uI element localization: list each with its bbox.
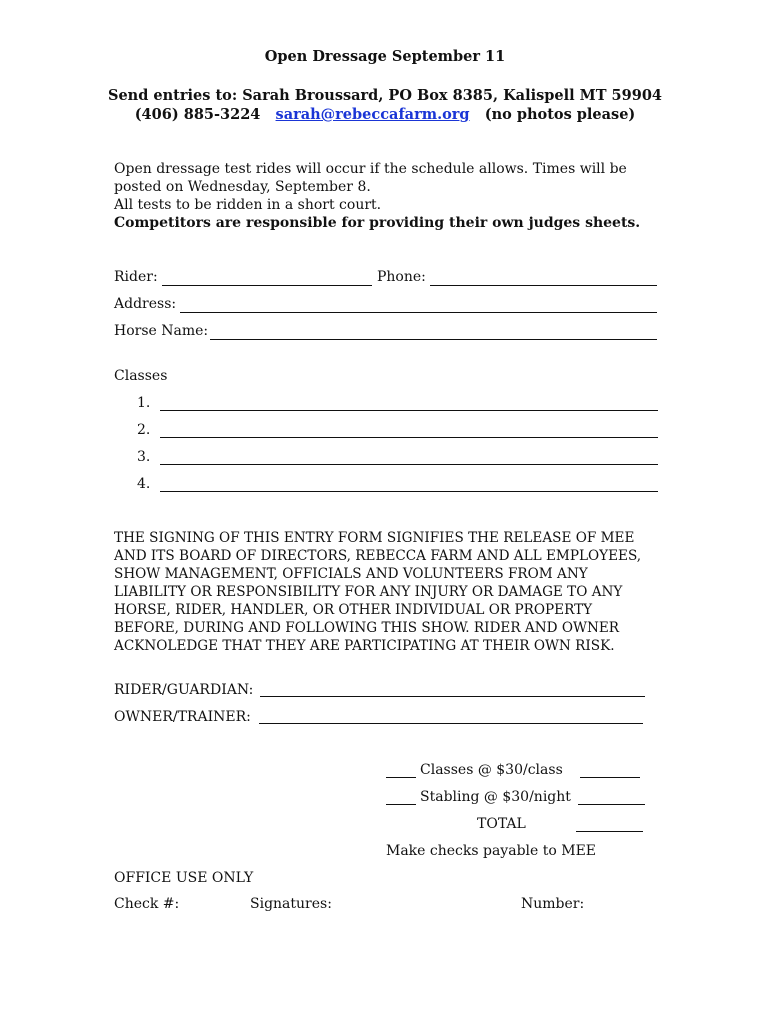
horse-name-label: Horse Name: [114,323,209,339]
address-label: Address: [114,296,177,312]
release-line: HORSE, RIDER, HANDLER, OR OTHER INDIVIDUAL OR PROPERTY [114,602,593,618]
class-item-number: 3. [137,449,151,465]
horse-name-field[interactable] [210,339,657,340]
classes-amount-field[interactable] [580,777,640,778]
office-use-label: OFFICE USE ONLY [114,870,254,886]
rider-guardian-signature-field[interactable] [260,696,645,697]
release-paragraph [114,529,654,655]
owner-trainer-label: OWNER/TRAINER: [114,709,251,725]
rider-label: Rider: [114,269,158,285]
release-line: SHOW MANAGEMENT, OFFICIALS AND VOLUNTEERS FROM ANY [114,566,588,582]
check-number-label: Check #: [114,896,180,912]
total-amount-field[interactable] [576,831,643,832]
classes-fee-label: Classes @ $30/class [420,762,563,778]
class-1-field[interactable] [160,410,658,411]
stabling-count-field[interactable] [386,804,416,805]
contact-phone: (406) 885-3224 [134,106,261,123]
classes-count-field[interactable] [386,777,416,778]
intro-line-3: All tests to be ridden in a short court. [114,197,382,213]
intro-line-2: posted on Wednesday, September 8. [114,179,371,195]
contact-note: (no photos please) [484,106,636,123]
release-line: AND ITS BOARD OF DIRECTORS, REBECCA FARM AND ALL EMPLOYEES, [114,548,642,564]
classes-label: Classes [114,368,168,384]
send-entries-line: Send entries to: Sarah Broussard, PO Box 8385, Kalispell MT 59904 [107,87,663,104]
form-title: Open Dressage September 11 [264,48,506,65]
office-number-label: Number: [521,896,585,912]
contact-line [0,106,770,123]
class-item-number: 1. [137,395,151,411]
class-item-number: 4. [137,476,151,492]
total-label: TOTAL [477,816,526,832]
release-line: ACKNOLEDGE THAT THEY ARE PARTICIPATING AT THEIR OWN RISK. [114,638,615,654]
stabling-fee-label: Stabling @ $30/night [420,789,571,805]
intro-paragraph [114,160,654,232]
rider-guardian-label: RIDER/GUARDIAN: [114,682,254,698]
release-line: BEFORE, DURING AND FOLLOWING THIS SHOW. RIDER AND OWNER [114,620,620,636]
contact-email-link[interactable]: sarah@rebeccafarm.org [275,106,470,123]
class-2-field[interactable] [160,437,658,438]
release-line: THE SIGNING OF THIS ENTRY FORM SIGNIFIES THE RELEASE OF MEE [114,530,635,546]
phone-field[interactable] [430,285,657,286]
owner-trainer-signature-field[interactable] [259,723,643,724]
stabling-amount-field[interactable] [578,804,645,805]
release-line: LIABILITY OR RESPONSIBILITY FOR ANY INJURY OR DAMAGE TO ANY [114,584,623,600]
intro-line-4: Competitors are responsible for providing their own judges sheets. [114,215,641,231]
intro-line-1: Open dressage test rides will occur if the schedule allows. Times will be [114,161,627,177]
rider-field[interactable] [162,285,372,286]
phone-label: Phone: [377,269,426,285]
office-signatures-label: Signatures: [250,896,332,912]
address-field[interactable] [180,312,657,313]
class-item-number: 2. [137,422,151,438]
checks-payable-note: Make checks payable to MEE [386,843,597,859]
class-3-field[interactable] [160,464,658,465]
class-4-field[interactable] [160,491,658,492]
